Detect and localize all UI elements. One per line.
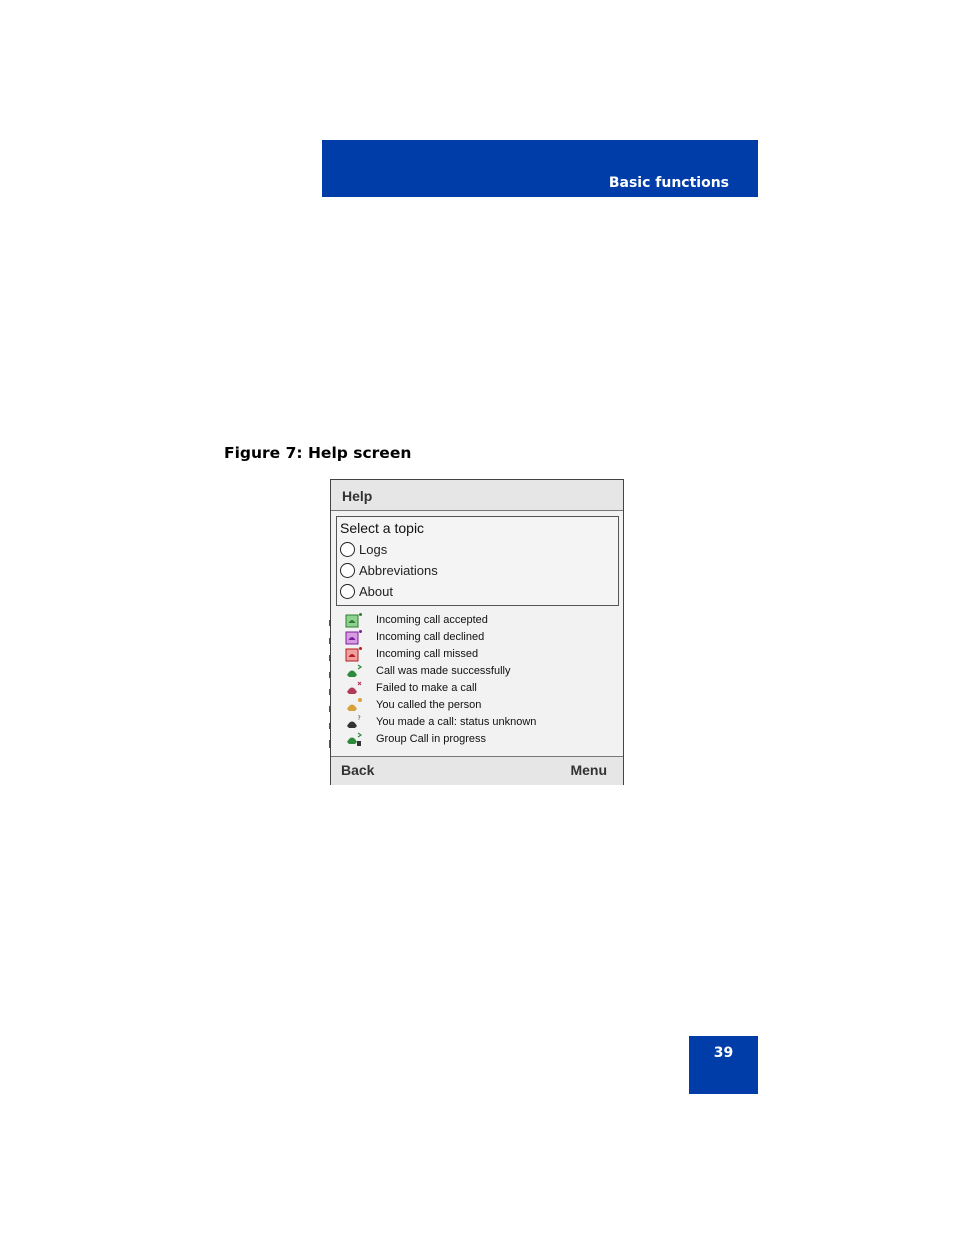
topic-option-logs[interactable] [340,540,387,558]
radio-icon[interactable] [340,584,355,599]
legend-row [345,713,536,730]
topic-heading: Select a topic [340,520,425,536]
legend-row [345,696,481,713]
menu-softkey[interactable]: Menu [570,762,607,778]
incoming-accepted-icon [345,612,363,628]
legend-label: Incoming call missed [376,647,479,660]
legend-label: Incoming call accepted [376,613,488,626]
section-title: Basic functions [608,175,729,191]
legend-label: You called the person [376,698,482,711]
incoming-declined-icon [345,629,363,645]
svg-text:?: ? [357,714,361,722]
outgoing-success-icon [345,663,363,679]
topic-option-about[interactable] [340,582,393,600]
radio-icon[interactable] [340,563,355,578]
called-person-icon [345,697,363,713]
page-number: 39 [713,1045,734,1061]
status-unknown-icon [345,714,363,730]
radio-icon[interactable] [340,542,355,557]
legend-row [345,730,486,747]
legend-label: Incoming call declined [376,630,485,643]
page-number-box [689,1036,758,1094]
topic-selector [336,516,619,606]
legend-row [345,645,478,662]
legend-row [345,611,488,628]
legend-row [345,662,511,679]
back-softkey[interactable]: Back [341,762,375,778]
help-screen [330,479,624,785]
legend-label: Call was made successfully [376,664,511,677]
legend-label: Group Call in progress [376,732,487,745]
incoming-missed-icon [345,646,363,662]
screen-titlebar [331,480,623,511]
topic-label: About [359,583,393,599]
screen-title: Help [342,488,373,504]
topic-option-abbreviations[interactable] [340,561,438,579]
legend-label: Failed to make a call [376,681,477,694]
legend-row [345,628,484,645]
legend-row [345,679,477,696]
figure-caption: Figure 7: Help screen [224,444,412,462]
group-call-icon [345,731,363,747]
softkey-bar [331,756,623,785]
topic-label: Abbreviations [359,562,438,578]
outgoing-failed-icon [345,680,363,696]
topic-label: Logs [359,541,388,557]
header-band [322,140,758,197]
legend-label: You made a call: status unknown [376,715,537,728]
